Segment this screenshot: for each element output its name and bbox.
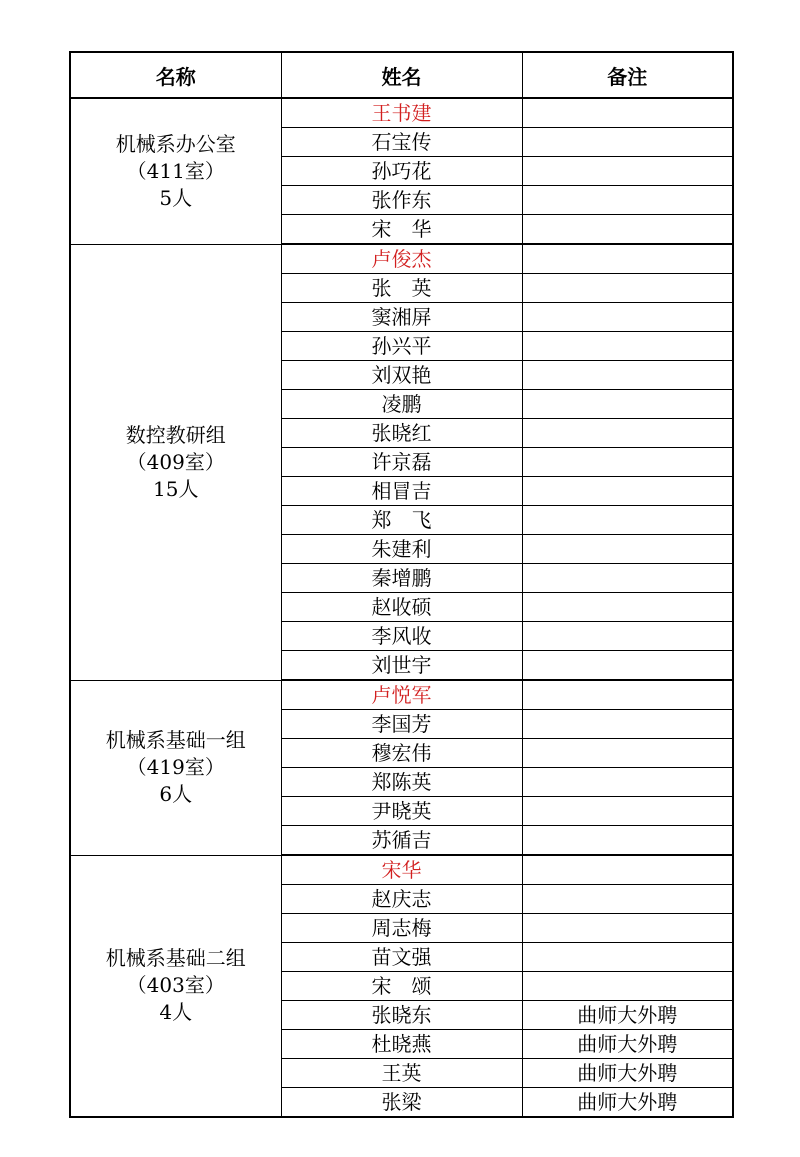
header-row <box>70 52 733 98</box>
member-name-cell: 孙兴平 <box>281 332 522 361</box>
member-name-cell: 许京磊 <box>281 448 522 477</box>
note-cell <box>522 535 733 564</box>
member-name-cell: 赵收硕 <box>281 593 522 622</box>
group-title: 机械系基础一组 <box>105 728 246 752</box>
group-cell <box>70 98 281 244</box>
member-name-cell: 宋 颂 <box>281 972 522 1001</box>
note-cell <box>522 914 733 943</box>
note-cell <box>522 157 733 186</box>
note-cell: 曲师大外聘 <box>522 1059 733 1088</box>
member-name-cell: 苏循吉 <box>281 826 522 856</box>
group-cell <box>70 244 281 680</box>
table-row <box>70 680 733 710</box>
header-name: 名称 <box>70 52 281 98</box>
note-cell <box>522 826 733 856</box>
member-name-cell: 窦湘屏 <box>281 303 522 332</box>
note-cell: 曲师大外聘 <box>522 1030 733 1059</box>
note-cell <box>522 332 733 361</box>
note-cell <box>522 622 733 651</box>
member-name-cell: 孙巧花 <box>281 157 522 186</box>
note-cell <box>522 797 733 826</box>
table-row <box>70 244 733 274</box>
note-cell <box>522 972 733 1001</box>
member-name-cell: 尹晓英 <box>281 797 522 826</box>
table-row <box>70 98 733 128</box>
note-cell <box>522 186 733 215</box>
note-cell <box>522 361 733 390</box>
member-name-cell: 李国芳 <box>281 710 522 739</box>
note-cell <box>522 680 733 710</box>
roster-body <box>70 98 733 1117</box>
member-name-cell: 周志梅 <box>281 914 522 943</box>
note-cell <box>522 419 733 448</box>
member-name-cell: 苗文强 <box>281 943 522 972</box>
note-cell: 曲师大外聘 <box>522 1001 733 1030</box>
leader-name-cell: 王书建 <box>281 98 522 128</box>
group-cell <box>70 680 281 855</box>
note-cell <box>522 448 733 477</box>
staff-roster-table <box>69 51 734 1118</box>
note-cell <box>522 274 733 303</box>
group-count: 6人 <box>159 782 193 806</box>
group-title: 机械系基础二组 <box>105 946 246 971</box>
note-cell <box>522 768 733 797</box>
member-name-cell: 郑 飞 <box>281 506 522 535</box>
note-cell <box>522 593 733 622</box>
group-count: 15人 <box>153 476 199 501</box>
member-name-cell: 石宝传 <box>281 128 522 157</box>
note-cell <box>522 303 733 332</box>
member-name-cell: 刘双艳 <box>281 361 522 390</box>
group-room: （403室） <box>126 973 225 998</box>
group-room: （409室） <box>126 449 225 474</box>
note-cell <box>522 943 733 972</box>
member-name-cell: 朱建利 <box>281 535 522 564</box>
note-cell <box>522 128 733 157</box>
group-title: 机械系办公室 <box>115 131 236 156</box>
note-cell <box>522 710 733 739</box>
member-name-cell: 张 英 <box>281 274 522 303</box>
group-cell <box>70 855 281 1117</box>
leader-name-cell: 宋华 <box>281 855 522 885</box>
member-name-cell: 穆宏伟 <box>281 739 522 768</box>
table-row <box>70 855 733 885</box>
note-cell <box>522 98 733 128</box>
note-cell <box>522 564 733 593</box>
group-room: （411室） <box>126 158 225 183</box>
note-cell <box>522 855 733 885</box>
note-cell <box>522 477 733 506</box>
note-cell: 曲师大外聘 <box>522 1088 733 1118</box>
note-cell <box>522 739 733 768</box>
note-cell <box>522 885 733 914</box>
member-name-cell: 凌鹏 <box>281 390 522 419</box>
member-name-cell: 张晓红 <box>281 419 522 448</box>
header-person: 姓名 <box>281 52 522 98</box>
group-room: （419室） <box>126 755 225 779</box>
member-name-cell: 赵庆志 <box>281 885 522 914</box>
group-title: 数控教研组 <box>125 422 226 447</box>
member-name-cell: 相冒吉 <box>281 477 522 506</box>
note-cell <box>522 244 733 274</box>
member-name-cell: 秦增鹏 <box>281 564 522 593</box>
note-cell <box>522 651 733 681</box>
group-count: 4人 <box>159 1000 193 1025</box>
member-name-cell: 张梁 <box>281 1088 522 1118</box>
member-name-cell: 张晓东 <box>281 1001 522 1030</box>
member-name-cell: 李风收 <box>281 622 522 651</box>
member-name-cell: 张作东 <box>281 186 522 215</box>
member-name-cell: 刘世宇 <box>281 651 522 681</box>
member-name-cell: 宋 华 <box>281 215 522 245</box>
leader-name-cell: 卢悦军 <box>281 680 522 710</box>
header-note: 备注 <box>522 52 733 98</box>
member-name-cell: 郑陈英 <box>281 768 522 797</box>
group-count: 5人 <box>159 185 193 210</box>
note-cell <box>522 215 733 245</box>
note-cell <box>522 390 733 419</box>
member-name-cell: 王英 <box>281 1059 522 1088</box>
leader-name-cell: 卢俊杰 <box>281 244 522 274</box>
member-name-cell: 杜晓燕 <box>281 1030 522 1059</box>
note-cell <box>522 506 733 535</box>
